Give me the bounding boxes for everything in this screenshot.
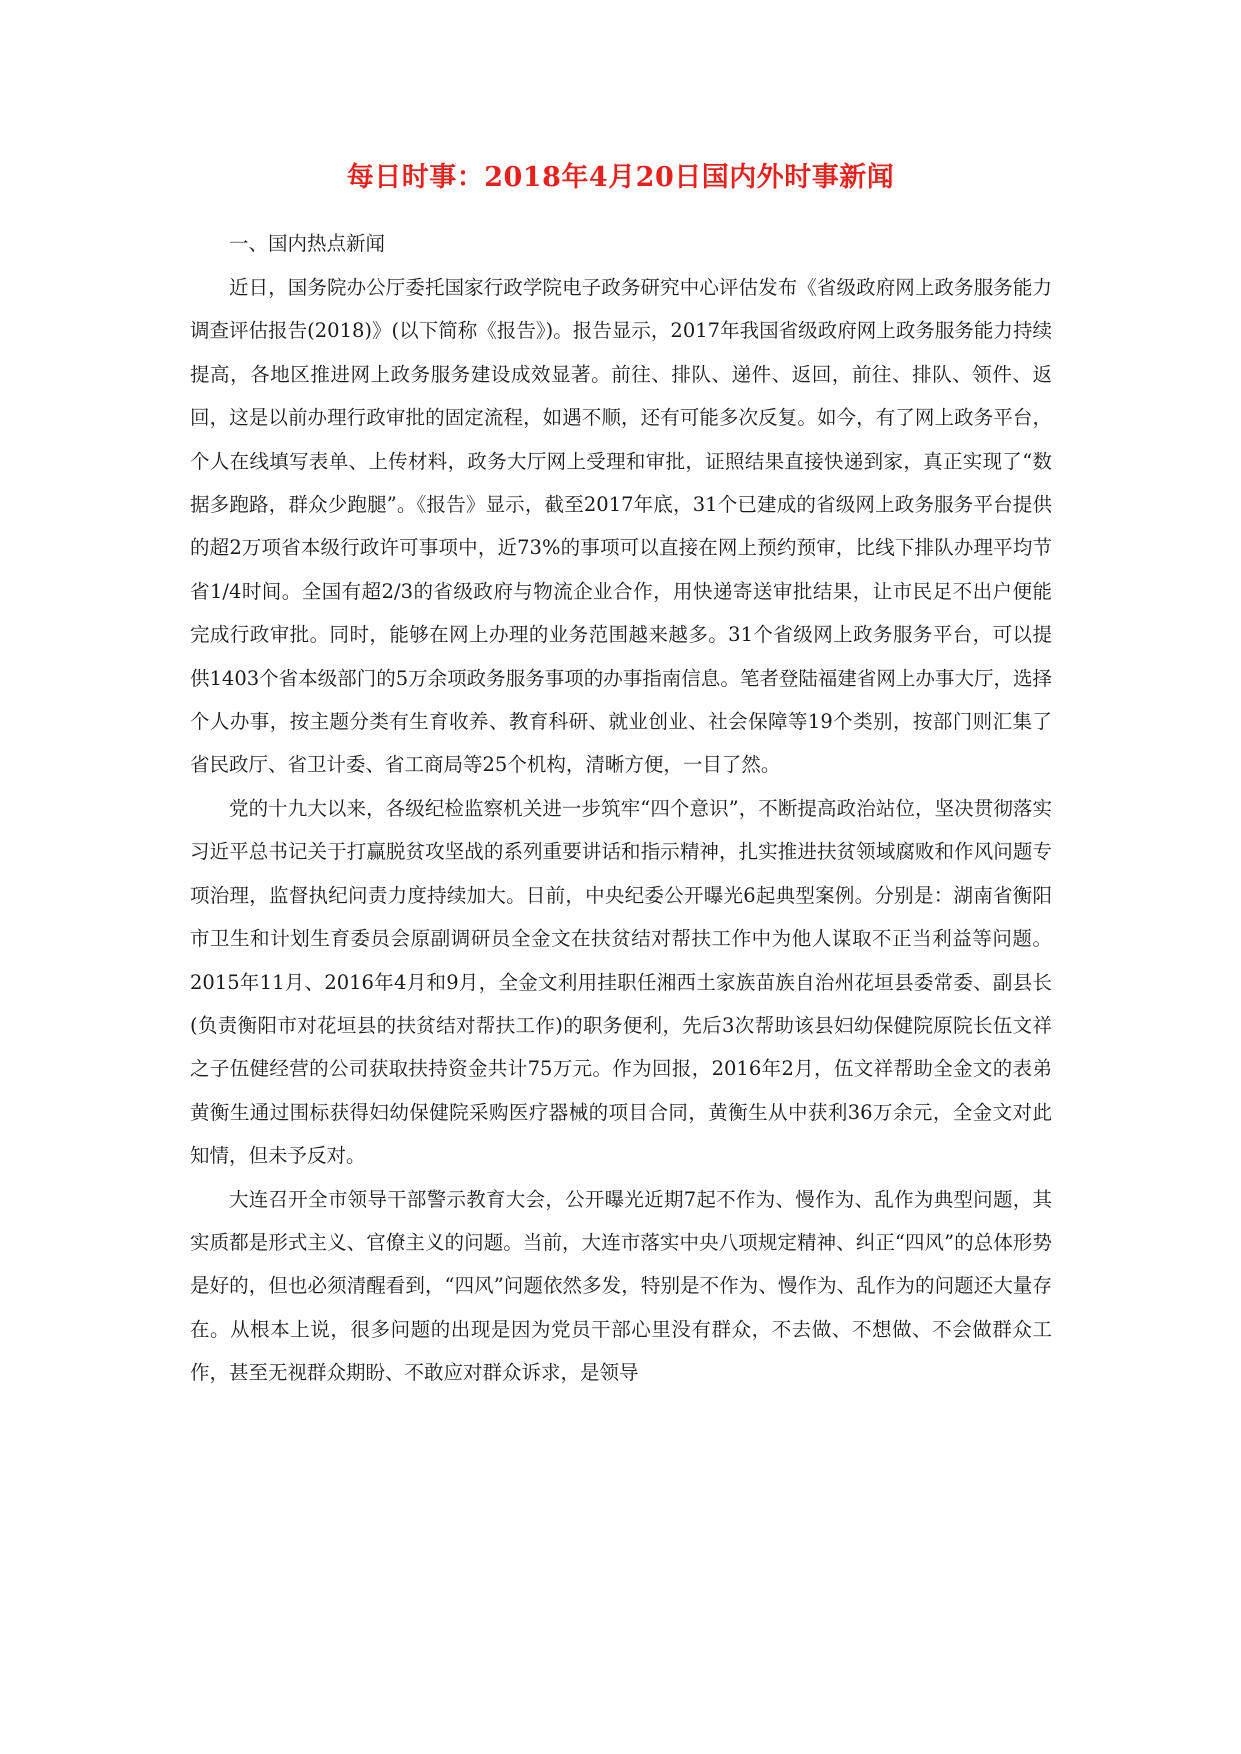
- page-title: 每日时事：2018年4月20日国内外时事新闻: [346, 162, 895, 193]
- paragraph-2: 党的十九大以来，各级纪检监察机关进一步筑牢“四个意识”，不断提高政治站位，坚决贯彻落实习近平总书记关于打赢脱贫攻坚战的系列重要讲话和指示精神，扎实推进扶贫领域腐败和作风问题专项治理，监督执纪问责力度持续加大。日前，中央纪委公开曝光6起典型案例。分别是：湖南省衡阳市卫生和计划生育委员会原副调研员全金文在扶贫结对帮扶工作中为他人谋取不正当利益等问题。2015年11月、2016年4月和9月，全金文利用挂职任湘西土家族苗族自治州花垣县委常委、副县长(负责衡阳市对花垣县的扶贫结对帮扶工作)的职务便利，先后3次帮助该县妇幼保健院原院长伍文祥之子伍健经营的公司获取扶持资金共计75万元。作为回报，2016年2月，伍文祥帮助全金文的表弟黄衡生通过围标获得妇幼保健院采购医疗器械的项目合同，黄衡生从中获利36万余元，全金文对此知情，但未予反对。: [190, 796, 1052, 1168]
- document-body: [190, 222, 1052, 1395]
- paragraph-3: 大连召开全市领导干部警示教育大会，公开曝光近期7起不作为、慢作为、乱作为典型问题，其实质都是形式主义、官僚主义的问题。当前，大连市落实中央八项规定精神、纠正“四风”的总体形势是好的，但也必须清醒看到，“四风”问题依然多发，特别是不作为、慢作为、乱作为的问题还大量存在。从根本上说，很多问题的出现是因为党员干部心里没有群众，不去做、不想做、不会做群众工作，甚至无视群众期盼、不敢应对群众诉求，是领导: [190, 1187, 1052, 1385]
- section-heading: 一、国内热点新闻: [229, 232, 386, 255]
- paragraph-1: 近日，国务院办公厅委托国家行政学院电子政务研究中心评估发布《省级政府网上政务服务能力调查评估报告(2018)》(以下简称《报告》)。报告显示，2017年我国省级政府网上政务服务能力持续提高，各地区推进网上政务服务建设成效显著。前往、排队、递件、返回，前往、排队、领件、返回，这是以前办理行政审批的固定流程，如遇不顺，还有可能多次反复。如今，有了网上政务平台，个人在线填写表单、上传材料，政务大厅网上受理和审批，证照结果直接快递到家，真正实现了“数据多跑路，群众少跑腿”。《报告》显示，截至2017年底，31个已建成的省级网上政务服务平台提供的超2万项省本级行政许可事项中，近73%的事项可以直接在网上预约预审，比线下排队办理平均节省1/4时间。全国有超2/3的省级政府与物流企业合作，用快递寄送审批结果，让市民足不出户便能完成行政审批。同时，能够在网上办理的业务范围越来越多。31个省级网上政务服务平台，可以提供1403个省本级部门的5万余项政务服务事项的办事指南信息。笔者登陆福建省网上办事大厅，选择个人办事，按主题分类有生育收养、教育科研、就业创业、社会保障等19个类别，按部门则汇集了省民政厅、省卫计委、省工商局等25个机构，清晰方便，一目了然。: [190, 276, 1052, 777]
